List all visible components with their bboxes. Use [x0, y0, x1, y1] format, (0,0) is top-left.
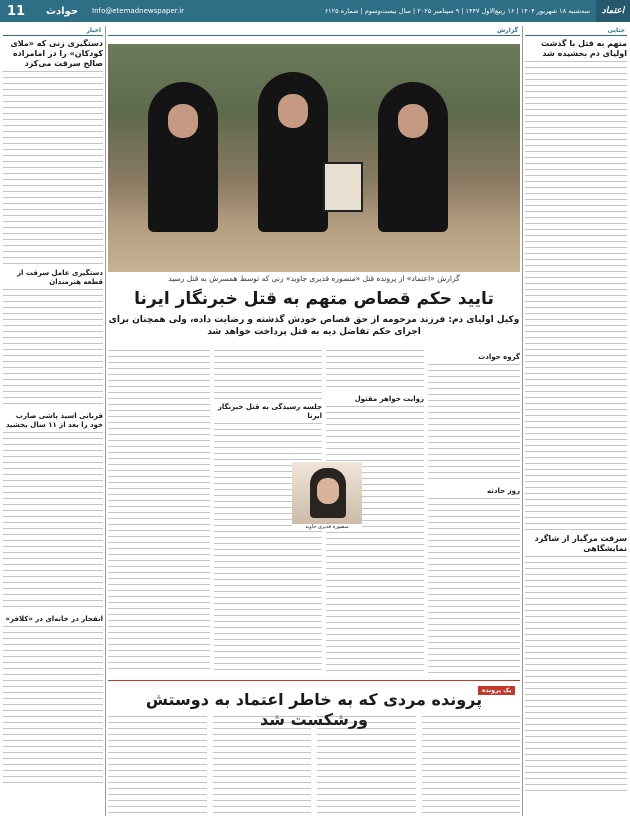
mourner-figure: [258, 72, 328, 232]
left-story4-body: [3, 626, 103, 786]
lead-body-col4: [108, 350, 210, 675]
left-kicker: اخبار: [3, 26, 103, 36]
bottom-kicker: یک پرونده: [478, 686, 515, 695]
left-story3-body: [3, 432, 103, 612]
bottom-rule: [108, 680, 520, 681]
left-story2-body: [3, 289, 103, 409]
column-rule: [105, 26, 106, 816]
left-story1-body: [3, 71, 103, 266]
inset-photo: [292, 462, 362, 530]
right-story1-title: متهم به قتل با گذشت اولیای دم بخشیده شد: [540, 39, 627, 58]
left-story4-title: انفجار در خانه‌ای در «کلافر»: [5, 615, 103, 623]
mourner-figure: [148, 82, 218, 232]
portrait-frame: [323, 162, 363, 212]
newspaper-logo: اعتماد: [596, 0, 630, 22]
left-story2-title: دستگیری عامل سرقت از قطعه هنرمندان: [17, 269, 103, 286]
lead-subhead-hearing: جلسه رسیدگی به قتل خبرنگار ایرنا: [217, 403, 322, 420]
right-story1-body: [525, 61, 627, 531]
left-column: [3, 26, 103, 816]
lead-subhead-sister: روایت خواهر مقتول: [354, 395, 424, 403]
page-header: [0, 0, 630, 22]
date-line: سه‌شنبه ۱۸ شهریور ۱۴۰۴ | ۱۶ ربیع‌الاول ۱۴۴۷ | ۹ سپتامبر ۲۰۲۵ | سال بیست‌وسوم | شماره ۶۱۲۵: [324, 7, 590, 15]
left-story1-title: دستگیری زنی که «ملای کودکان» را در امامزاده صالح سرقت می‌کرد: [10, 39, 103, 68]
right-story2-body: [525, 556, 627, 796]
lead-deck: وکیل اولیای دم: فرزند مرحومه از حق قصاص خودش گذشته و رضایت داده، ولی همچنان برای اجرای حکم تفاضل دیه به قتل پرداخت خواهد شد: [108, 315, 520, 337]
lead-caption: گزارش «اعتماد» از پرونده قتل «منصوره قدیری جاوید» زنی که توسط همسرش به قتل رسید: [168, 274, 460, 283]
mourner-figure: [378, 82, 448, 232]
column-rule: [522, 26, 523, 816]
page-number: 11: [6, 3, 26, 19]
right-kicker: جنایی: [525, 26, 627, 36]
lead-body-col1: [428, 350, 520, 675]
section-title: حوادث: [45, 5, 79, 17]
lead-subhead-group: گروه حوادث: [478, 353, 520, 361]
website-link[interactable]: Info@etemadnewspaper.ir: [92, 7, 185, 15]
lead-photo: [108, 44, 520, 272]
left-story3-title: قربانی اسید پاشی ضارب خود را بعد از ۱۱ سال بخشید: [6, 412, 103, 429]
right-column: [525, 26, 627, 816]
bottom-body: [108, 716, 520, 816]
inset-caption: منصوره قدیری جاوید: [292, 524, 362, 530]
lead-kicker: گزارش: [108, 26, 520, 36]
lead-headline: تایید حکم قصاص متهم به قتل خبرنگار ایرنا: [134, 289, 494, 309]
bottom-headline: پرونده مردی که به خاطر اعتماد به دوستش ورشکست شد: [145, 690, 483, 729]
lead-kicker-bar: [108, 26, 520, 40]
right-story2-title: سرقت مرگبار از شاگرد نمایشگاهی: [534, 534, 627, 553]
lead-subhead-day: روز حادثه: [487, 487, 520, 495]
